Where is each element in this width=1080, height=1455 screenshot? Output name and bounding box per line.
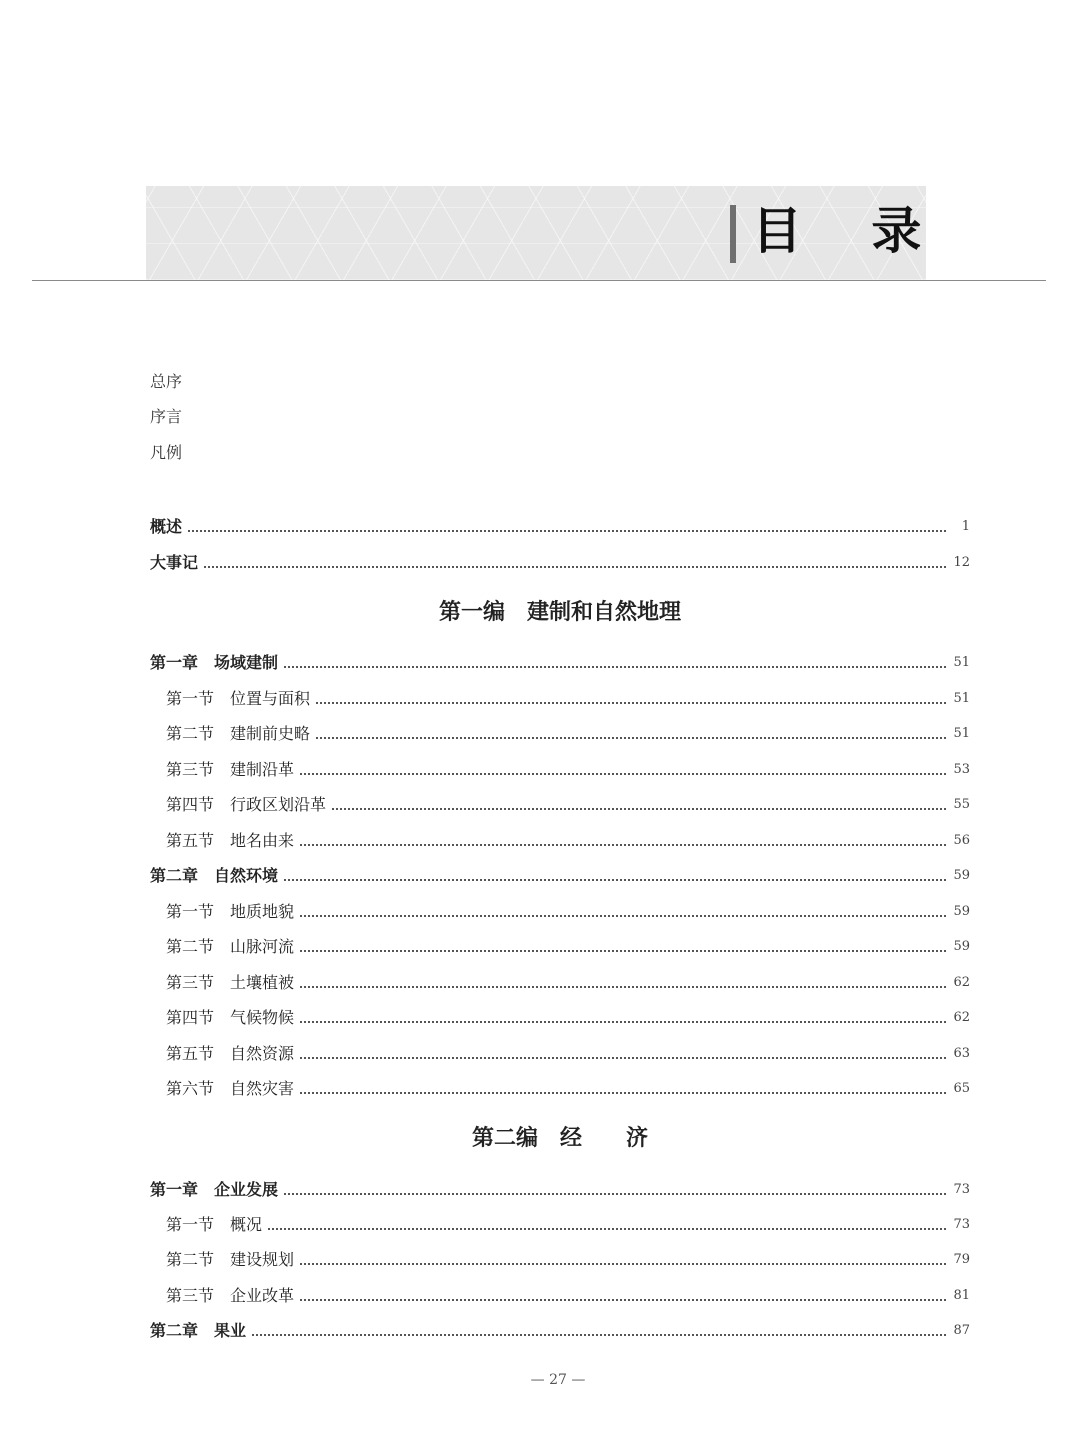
dot-leader xyxy=(300,1263,946,1265)
toc-entry-page: 55 xyxy=(953,797,970,812)
dot-leader xyxy=(300,1021,946,1023)
toc-chapter[interactable] xyxy=(150,863,970,887)
dot-leader xyxy=(316,737,946,739)
toc-entry-label: 第二章 自然环境 xyxy=(150,866,279,885)
toc-entry-label: 第五节 地名由来 xyxy=(166,831,295,850)
dot-leader xyxy=(284,666,946,668)
toc-entry-label: 第一章 企业发展 xyxy=(150,1180,279,1199)
part-heading-1: 第一编 建制和自然地理 xyxy=(438,599,681,625)
toc-entry-page: 81 xyxy=(953,1288,970,1303)
dot-leader xyxy=(300,950,946,952)
front-matter-conventions[interactable]: 凡例 xyxy=(150,443,183,462)
dot-leader xyxy=(300,1092,946,1094)
dot-leader xyxy=(284,1193,946,1195)
page-number: — 27 — xyxy=(530,1372,586,1388)
toc-section[interactable] xyxy=(166,1041,970,1065)
toc-section[interactable] xyxy=(166,934,970,958)
toc-entry-page: 63 xyxy=(953,1046,970,1061)
dot-leader xyxy=(252,1334,946,1336)
dot-leader xyxy=(204,566,946,568)
toc-entry-page: 62 xyxy=(953,975,970,990)
dot-leader xyxy=(188,530,946,532)
dot-leader xyxy=(300,1057,946,1059)
toc-section[interactable] xyxy=(166,721,970,745)
toc-chapter[interactable] xyxy=(150,1318,970,1342)
toc-section[interactable] xyxy=(166,828,970,852)
toc-entry-label: 第一章 场域建制 xyxy=(150,653,279,672)
toc-section[interactable] xyxy=(166,1005,970,1029)
toc-entry-page: 51 xyxy=(953,691,970,706)
toc-entry-page: 62 xyxy=(953,1010,970,1025)
toc-entry-label: 第二节 建制前史略 xyxy=(166,724,311,743)
toc-section[interactable] xyxy=(166,899,970,923)
title-accent-bar xyxy=(730,205,736,263)
dot-leader xyxy=(268,1228,946,1230)
toc-entry-label: 第一节 概况 xyxy=(166,1215,263,1234)
toc-entry-page: 79 xyxy=(953,1252,970,1267)
toc-entry-label: 第一节 位置与面积 xyxy=(166,689,311,708)
toc-entry-page: 59 xyxy=(953,904,970,919)
part-heading-2: 第二编 经 济 xyxy=(471,1125,648,1151)
toc-entry-page: 87 xyxy=(953,1323,970,1338)
dot-leader xyxy=(332,808,946,810)
toc-entry-page: 51 xyxy=(953,726,970,741)
toc-entry-label: 第四节 气候物候 xyxy=(166,1008,295,1027)
dot-leader xyxy=(300,773,946,775)
dot-leader xyxy=(300,844,946,846)
toc-entry-page: 53 xyxy=(953,762,970,777)
toc-entry-label: 第三节 企业改革 xyxy=(166,1286,295,1305)
toc-entry-label: 第二节 山脉河流 xyxy=(166,937,295,956)
toc-entry-page: 73 xyxy=(953,1217,970,1232)
toc-entry-page: 59 xyxy=(953,939,970,954)
toc-section[interactable] xyxy=(166,686,970,710)
toc-entry-page: 65 xyxy=(953,1081,970,1096)
toc-entry-label: 第一节 地质地貌 xyxy=(166,902,295,921)
toc-section[interactable] xyxy=(166,757,970,781)
toc-section[interactable] xyxy=(166,1247,970,1271)
toc-entry-label: 大事记 xyxy=(150,553,199,572)
toc-section[interactable] xyxy=(166,970,970,994)
toc-entry-chronicle[interactable] xyxy=(150,550,970,574)
toc-section[interactable] xyxy=(166,1076,970,1100)
toc-entry-label: 第二章 果业 xyxy=(150,1321,247,1340)
page-title: 目 录 xyxy=(752,202,948,260)
dot-leader xyxy=(300,915,946,917)
toc-entry-label: 第六节 自然灾害 xyxy=(166,1079,295,1098)
toc-section[interactable] xyxy=(166,1283,970,1307)
toc-entry-page: 1 xyxy=(961,519,970,534)
toc-chapter[interactable] xyxy=(150,1177,970,1201)
toc-section[interactable] xyxy=(166,792,970,816)
toc-entry-page: 73 xyxy=(953,1182,970,1197)
toc-entry-page: 59 xyxy=(953,868,970,883)
toc-entry-label: 第三节 土壤植被 xyxy=(166,973,295,992)
toc-entry-label: 第二节 建设规划 xyxy=(166,1250,295,1269)
dot-leader xyxy=(300,986,946,988)
toc-entry-label: 概述 xyxy=(150,517,183,536)
toc-entry-page: 51 xyxy=(953,655,970,670)
dot-leader xyxy=(284,879,946,881)
toc-entry-page: 56 xyxy=(953,833,970,848)
toc-section[interactable] xyxy=(166,1212,970,1236)
front-matter-preface[interactable]: 序言 xyxy=(150,407,183,426)
dot-leader xyxy=(300,1299,946,1301)
toc-chapter[interactable] xyxy=(150,650,970,674)
toc-entry-label: 第四节 行政区划沿革 xyxy=(166,795,327,814)
front-matter-preface-general[interactable]: 总序 xyxy=(150,372,183,391)
header-divider xyxy=(32,280,1046,281)
toc-entry-page: 12 xyxy=(953,555,970,570)
toc-entry-label: 第五节 自然资源 xyxy=(166,1044,295,1063)
toc-entry-label: 第三节 建制沿革 xyxy=(166,760,295,779)
toc-entry-overview[interactable] xyxy=(150,514,970,538)
dot-leader xyxy=(316,702,946,704)
